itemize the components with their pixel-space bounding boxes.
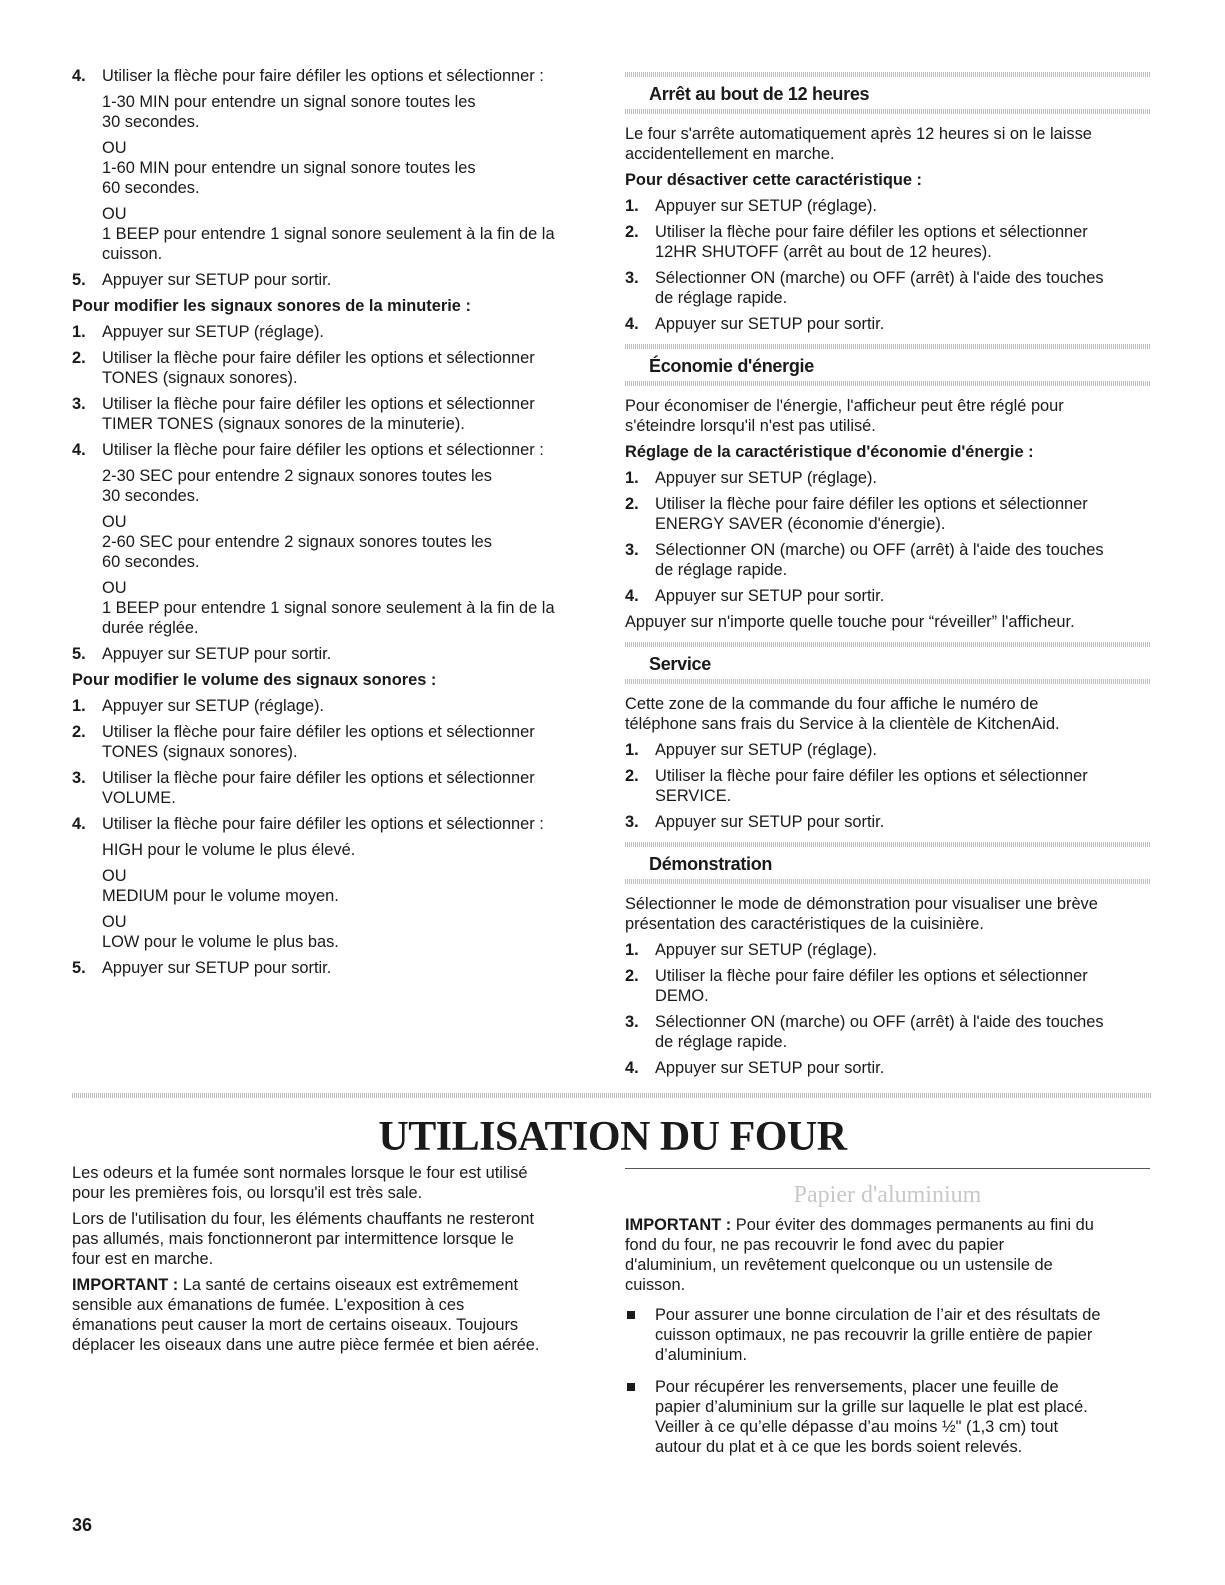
- step-number: 3.: [625, 1013, 639, 1031]
- step: [625, 314, 1150, 334]
- step-text: de réglage rapide.: [655, 1033, 788, 1051]
- text-line: s'éteindre lorsqu'il n'est pas utilisé.: [625, 417, 876, 435]
- step-text: SERVICE.: [655, 787, 732, 805]
- step-number: 2.: [72, 349, 86, 367]
- step-text: Sélectionner ON (marche) ou OFF (arrêt) à l'aide des touches: [655, 541, 1104, 559]
- subheading: Pour désactiver cette caractéristique :: [625, 171, 922, 189]
- step-text: Utiliser la flèche pour faire défiler les options et sélectionner: [102, 769, 535, 787]
- header-rule: [625, 344, 1150, 349]
- step-number: 4.: [625, 1059, 639, 1077]
- text-line: cuisson optimaux, ne pas recouvrir la grille entière de papier: [655, 1326, 1093, 1344]
- step-number: 4.: [625, 587, 639, 605]
- volume-step-4: [72, 814, 592, 834]
- step-text: Utiliser la flèche pour faire défiler les options et sélectionner :: [102, 815, 544, 833]
- or-label: OU: [102, 913, 127, 931]
- option-line: 1 BEEP pour entendre 1 signal sonore seulement à la fin de la: [102, 225, 555, 243]
- step-number: 4.: [72, 815, 86, 833]
- option-line: 30 secondes.: [102, 487, 200, 505]
- header-rule: [625, 879, 1150, 884]
- right-column: [625, 72, 1150, 1084]
- option-line: durée réglée.: [102, 619, 199, 637]
- option-line: 1-30 MIN pour entendre un signal sonore toutes les: [102, 93, 476, 111]
- option-2-30-sec: [72, 466, 592, 506]
- step-text: Utiliser la flèche pour faire défiler les options et sélectionner: [102, 395, 535, 413]
- option-line: 30 secondes.: [102, 113, 200, 131]
- section-divider: [72, 1093, 1152, 1098]
- step: [625, 586, 1150, 606]
- step-number: 1.: [625, 941, 639, 959]
- text-line: fond du four, ne pas recouvrir le fond avec du papier: [625, 1236, 1005, 1254]
- step: [625, 966, 1150, 1006]
- text-line: Le four s'arrête automatiquement après 12 heures si on le laisse: [625, 125, 1092, 143]
- step-text: Appuyer sur SETUP (réglage).: [655, 469, 877, 487]
- step-text: Appuyer sur SETUP pour sortir.: [102, 271, 332, 289]
- step-number: 4.: [625, 315, 639, 333]
- text-line: sensible aux émanations de fumée. L'exposition à ces: [72, 1296, 465, 1314]
- step-number: 4.: [72, 67, 86, 85]
- step: [625, 1058, 1150, 1078]
- timer-step-2: [72, 348, 592, 388]
- timer-step-4: [72, 440, 592, 460]
- step-text: Appuyer sur SETUP pour sortir.: [102, 645, 332, 663]
- header-rule: [625, 842, 1150, 847]
- step-number: 3.: [625, 269, 639, 287]
- step-text: Appuyer sur SETUP pour sortir.: [102, 959, 332, 977]
- text-line: autour du plat et à ce que les bords soient relevés.: [655, 1438, 1023, 1456]
- or-label: OU: [102, 139, 127, 157]
- timer-step-1: [72, 322, 592, 342]
- section-title: Service: [649, 654, 711, 674]
- text-line: Pour récupérer les renversements, placer une feuille de: [655, 1378, 1059, 1396]
- section-header-service: [625, 642, 1150, 684]
- step-text: Appuyer sur SETUP pour sortir.: [655, 315, 885, 333]
- step-text: Utiliser la flèche pour faire défiler les options et sélectionner: [655, 767, 1088, 785]
- step-number: 4.: [72, 441, 86, 459]
- text-span: La santé de certains oiseaux est extrêmement: [178, 1276, 519, 1294]
- step-number: 3.: [625, 541, 639, 559]
- or-label: OU: [102, 205, 127, 223]
- text-span: Pour éviter des dommages permanents au fini du: [731, 1216, 1094, 1234]
- step-number: 2.: [625, 495, 639, 513]
- or-label: OU: [102, 579, 127, 597]
- step: [625, 222, 1150, 262]
- option-high: [72, 840, 592, 860]
- paragraph: Appuyer sur n'importe quelle touche pour “réveiller” l'afficheur.: [625, 613, 1075, 631]
- section-title: Démonstration: [649, 854, 773, 874]
- text-line: pas allumés, mais fonctionneront par intermittence lorsque le: [72, 1230, 514, 1248]
- step-text: VOLUME.: [102, 789, 176, 807]
- header-rule: [625, 642, 1150, 647]
- section-title: Papier d'aluminium: [793, 1182, 982, 1208]
- step-number: 3.: [625, 813, 639, 831]
- paragraph: [625, 124, 1150, 164]
- text-line: Lors de l'utilisation du four, les éléments chauffants ne resteront: [72, 1210, 535, 1228]
- step-text: de réglage rapide.: [655, 561, 788, 579]
- option-line: 2-60 SEC pour entendre 2 signaux sonores toutes les: [102, 533, 492, 551]
- step-4-beep-interval: [72, 66, 592, 86]
- timer-step-5: [72, 644, 592, 664]
- section-title: Arrêt au bout de 12 heures: [649, 84, 870, 104]
- step-text: Utiliser la flèche pour faire défiler les options et sélectionner :: [102, 441, 544, 459]
- step-number: 1.: [72, 697, 86, 715]
- option-line: 2-30 SEC pour entendre 2 signaux sonores toutes les: [102, 467, 492, 485]
- header-rule: [625, 679, 1150, 684]
- left-column: [72, 66, 592, 984]
- option-medium: [72, 866, 592, 906]
- volume-step-2: [72, 722, 592, 762]
- step-number: 1.: [625, 469, 639, 487]
- option-1-30-min: [72, 92, 592, 132]
- square-bullet-icon: [627, 1311, 635, 1319]
- text-line: déplacer les oiseaux dans une autre pièce fermée et bien aérée.: [72, 1336, 540, 1354]
- step-text: Utiliser la flèche pour faire défiler les options et sélectionner: [655, 495, 1088, 513]
- rule: [625, 1168, 1150, 1169]
- paragraph: [625, 396, 1150, 436]
- step: [625, 812, 1150, 832]
- option-1-beep: [72, 204, 592, 264]
- step-number: 5.: [72, 645, 86, 663]
- important-label: IMPORTANT :: [72, 1276, 179, 1294]
- subheading: Réglage de la caractéristique d'économie d'énergie :: [625, 443, 1034, 461]
- step-number: 2.: [72, 723, 86, 741]
- text-line: d'aluminium, un revêtement quelconque ou un ustensile de: [625, 1256, 1053, 1274]
- step-text: Appuyer sur SETUP (réglage).: [655, 941, 877, 959]
- option-low: [72, 912, 592, 952]
- step-text: DEMO.: [655, 987, 709, 1005]
- important-label: IMPORTANT :: [625, 1216, 732, 1234]
- volume-step-5: [72, 958, 592, 978]
- option-line: 60 secondes.: [102, 553, 200, 571]
- paragraph: [625, 894, 1150, 934]
- step-text: Appuyer sur SETUP pour sortir.: [655, 813, 885, 831]
- volume-step-1: [72, 696, 592, 716]
- step-text: Sélectionner ON (marche) ou OFF (arrêt) à l'aide des touches: [655, 269, 1104, 287]
- step-text: de réglage rapide.: [655, 289, 788, 307]
- text-line: Les odeurs et la fumée sont normales lorsque le four est utilisé: [72, 1164, 528, 1182]
- step-text: Appuyer sur SETUP (réglage).: [655, 741, 877, 759]
- step-text: Sélectionner ON (marche) ou OFF (arrêt) à l'aide des touches: [655, 1013, 1104, 1031]
- text-line: d’aluminium.: [655, 1346, 748, 1364]
- step: [625, 196, 1150, 216]
- text-line: téléphone sans frais du Service à la clientèle de KitchenAid.: [625, 715, 1060, 733]
- subheading-timer-tones: Pour modifier les signaux sonores de la minuterie :: [72, 297, 471, 315]
- section-header-demo: [625, 842, 1150, 884]
- step-text: Appuyer sur SETUP pour sortir.: [655, 1059, 885, 1077]
- step-text: Appuyer sur SETUP (réglage).: [102, 697, 324, 715]
- option-1-60-min: [72, 138, 592, 198]
- step-number: 1.: [625, 197, 639, 215]
- section-header-12hr: [625, 72, 1150, 114]
- section-header-energy: [625, 344, 1150, 386]
- bullet-item: [625, 1305, 1150, 1365]
- timer-step-3: [72, 394, 592, 434]
- step-text: Appuyer sur SETUP pour sortir.: [655, 587, 885, 605]
- option-line: 1-60 MIN pour entendre un signal sonore toutes les: [102, 159, 476, 177]
- text-line: papier d’aluminium sur la grille sur laquelle le plat est placé.: [655, 1398, 1088, 1416]
- step-number: 3.: [72, 769, 86, 787]
- header-rule: [625, 109, 1150, 114]
- or-label: OU: [102, 513, 127, 531]
- step-text: Utiliser la flèche pour faire défiler les options et sélectionner: [102, 723, 535, 741]
- step-5-exit: [72, 270, 592, 290]
- aluminum-foil-section: [625, 1168, 1150, 1465]
- step-number: 2.: [625, 223, 639, 241]
- paragraph: [72, 1209, 592, 1269]
- subheading-volume: Pour modifier le volume des signaux sonores :: [72, 671, 437, 689]
- text-line: accidentellement en marche.: [625, 145, 835, 163]
- step: [625, 1012, 1150, 1052]
- option-line: 1 BEEP pour entendre 1 signal sonore seulement à la fin de la: [102, 599, 555, 617]
- step-text: Utiliser la flèche pour faire défiler les options et sélectionner: [655, 223, 1088, 241]
- section-title: Économie d'énergie: [649, 356, 814, 376]
- step-text: Appuyer sur SETUP (réglage).: [102, 323, 324, 341]
- step-number: 2.: [625, 767, 639, 785]
- bullet-item: [625, 1377, 1150, 1457]
- text-line: Veiller à ce qu’elle dépasse d’au moins ½" (1,3 cm) tout: [655, 1418, 1059, 1436]
- important-note: [625, 1215, 1150, 1295]
- text-line: cuisson.: [625, 1276, 686, 1294]
- step-number: 3.: [72, 395, 86, 413]
- volume-step-3: [72, 768, 592, 808]
- step-number: 2.: [625, 967, 639, 985]
- square-bullet-icon: [627, 1383, 635, 1391]
- option-timer-1-beep: [72, 578, 592, 638]
- step-text: 12HR SHUTOFF (arrêt au bout de 12 heures).: [655, 243, 992, 261]
- text-line: [625, 1215, 1150, 1235]
- step: [625, 468, 1150, 488]
- paragraph: [625, 694, 1150, 734]
- step: [625, 540, 1150, 580]
- option-2-60-sec: [72, 512, 592, 572]
- step: [625, 494, 1150, 534]
- step-text: TIMER TONES (signaux sonores de la minuterie).: [102, 415, 465, 433]
- text-line: [72, 1275, 592, 1295]
- step-text: Utiliser la flèche pour faire défiler les options et sélectionner: [102, 349, 535, 367]
- text-line: émanations peut causer la mort de certains oiseaux. Toujours: [72, 1316, 519, 1334]
- step: [625, 940, 1150, 960]
- step-number: 5.: [72, 959, 86, 977]
- text-line: four est en marche.: [72, 1250, 214, 1268]
- option-line: cuisson.: [102, 245, 163, 263]
- or-label: OU: [102, 867, 127, 885]
- step: [625, 268, 1150, 308]
- page-title: UTILISATION DU FOUR: [378, 1114, 847, 1160]
- step-text: ENERGY SAVER (économie d'énergie).: [655, 515, 946, 533]
- header-rule: [625, 72, 1150, 77]
- paragraph: [72, 1163, 592, 1203]
- step-text: TONES (signaux sonores).: [102, 369, 298, 387]
- step-text: TONES (signaux sonores).: [102, 743, 298, 761]
- header-rule: [625, 381, 1150, 386]
- text-line: présentation des caractéristiques de la cuisinière.: [625, 915, 984, 933]
- step: [625, 766, 1150, 806]
- text-line: Cette zone de la commande du four affiche le numéro de: [625, 695, 1039, 713]
- text-line: Pour assurer une bonne circulation de l’air et des résultats de: [655, 1306, 1101, 1324]
- step-text: Utiliser la flèche pour faire défiler les options et sélectionner: [655, 967, 1088, 985]
- option-line: MEDIUM pour le volume moyen.: [102, 887, 339, 905]
- option-line: 60 secondes.: [102, 179, 200, 197]
- text-line: Pour économiser de l'énergie, l'afficheur peut être réglé pour: [625, 397, 1064, 415]
- step-number: 1.: [625, 741, 639, 759]
- step-number: 5.: [72, 271, 86, 289]
- text-line: Sélectionner le mode de démonstration pour visualiser une brève: [625, 895, 1098, 913]
- option-line: LOW pour le volume le plus bas.: [102, 933, 339, 951]
- step-text: Appuyer sur SETUP (réglage).: [655, 197, 877, 215]
- page-number: 36: [72, 1515, 93, 1535]
- option-line: HIGH pour le volume le plus élevé.: [102, 841, 356, 859]
- step-text: Utiliser la flèche pour faire défiler les options et sélectionner :: [102, 67, 544, 85]
- text-line: pour les premières fois, ou lorsqu'il est très sale.: [72, 1184, 423, 1202]
- step: [625, 740, 1150, 760]
- intro-text: [72, 1163, 592, 1361]
- important-note: [72, 1275, 592, 1355]
- step-number: 1.: [72, 323, 86, 341]
